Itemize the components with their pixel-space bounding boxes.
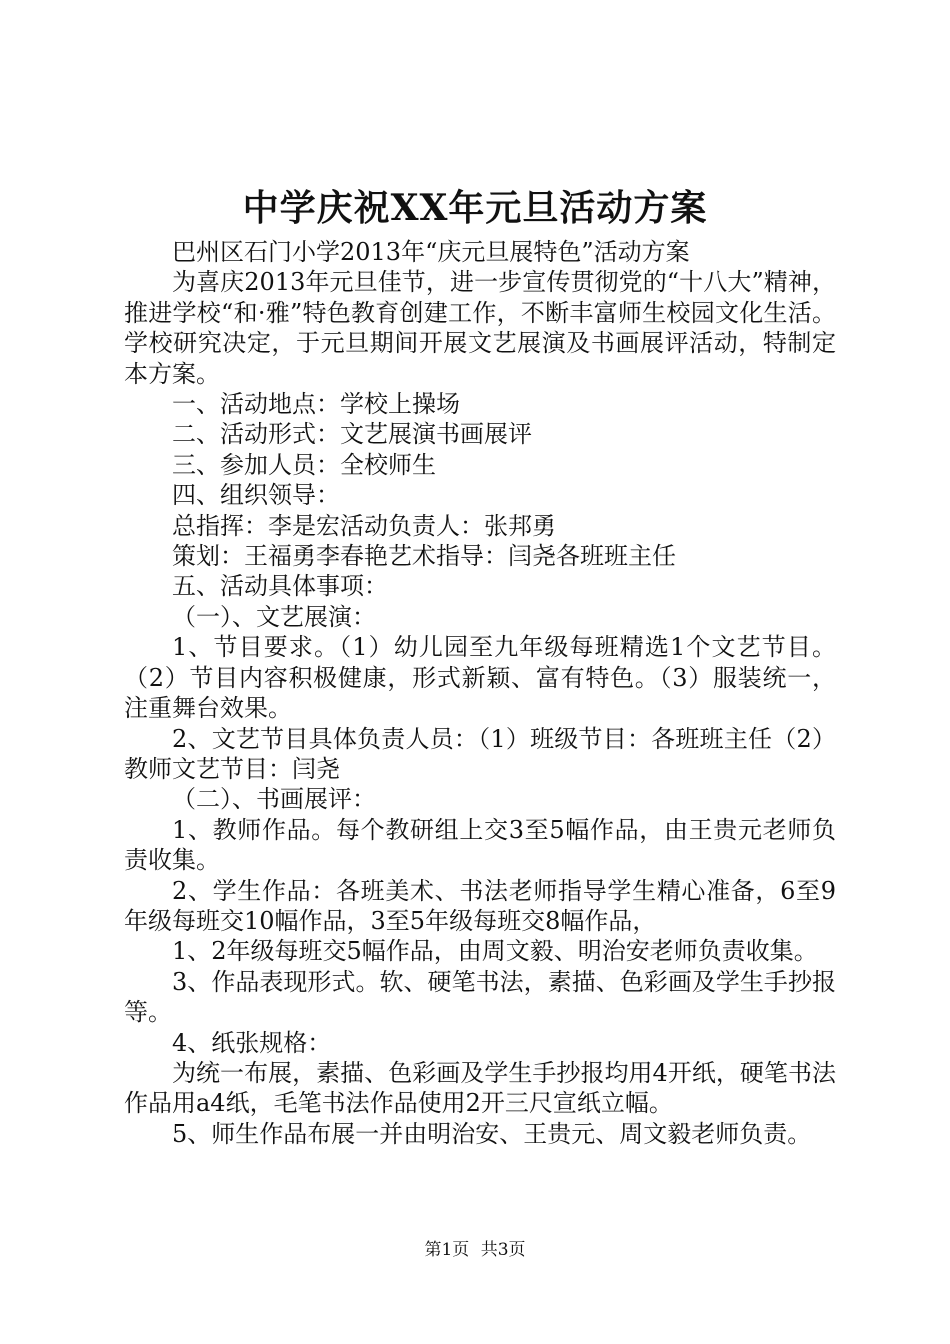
- paragraph-paper-spec: 为统一布展，素描、色彩画及学生手抄报均用4开纸，硬笔书法作品用a4纸，毛笔书法作品使用2开三尺宣纸立幅。: [124, 1058, 836, 1118]
- paragraph-teacher-works: 1、教师作品。每个教研组上交3至5幅作品，由王贵元老师负责收集。: [124, 815, 836, 875]
- paragraph-intro: 为喜庆2013年元旦佳节，进一步宣传贯彻党的“十八大”精神，推进学校“和·雅”特色教育创建工作，不断丰富师生校园文化生活。学校研究决定，于元旦期间开展文艺展演及书画展评活动，特制定本方案。: [124, 268, 836, 388]
- paragraph-program-staff: 2、文艺节目具体负责人员：（1）班级节目：各班班主任（2）教师文艺节目：闫尧: [124, 724, 836, 783]
- paragraph-school-plan-heading: 巴州区石门小学2013年“庆元旦展特色”活动方案: [172, 238, 690, 266]
- paragraph-commander: 总指挥：李是宏活动负责人：张邦勇: [172, 511, 556, 540]
- document-body: [124, 237, 836, 1149]
- paragraph-work-forms: 3、作品表现形式。软、硬笔书法，素描、色彩画及学生手抄报等。: [124, 967, 836, 1027]
- paragraph-format: 二、活动形式：文艺展演书画展评: [172, 420, 532, 449]
- document-title: 中学庆祝XX年元旦活动方案: [242, 187, 708, 229]
- paragraph-exhibition-heading: （二）、书画展评：: [172, 785, 376, 814]
- page-number-current: 第1页: [424, 1240, 470, 1260]
- paragraph-student-works: 2、学生作品：各班美术、书法老师指导学生精心准备，6至9年级每班交10幅作品，3至5年级每班交8幅作品，: [124, 876, 836, 935]
- paragraph-program-requirements: 1、节目要求。（1）幼儿园至九年级每班精选1个文艺节目。（2）节目内容积极健康，形式新颖、富有特色。（3）服装统一，注重舞台效果。: [124, 633, 836, 723]
- paragraph-location: 一、活动地点：学校上操场: [172, 390, 460, 419]
- paragraph-participants: 三、参加人员：全校师生: [172, 450, 436, 479]
- paragraph-planning: 策划：王福勇李春艳艺术指导：闫尧各班班主任: [172, 542, 676, 571]
- paragraph-performance-heading: （一）、文艺展演：: [172, 602, 376, 631]
- paragraph-grade-1-2-works: 1、2年级每班交5幅作品，由周文毅、明治安老师负责收集。: [172, 937, 818, 966]
- paragraph-items-heading: 五、活动具体事项：: [172, 572, 388, 601]
- paragraph-display-staff: 5、师生作品布展一并由明治安、王贵元、周文毅老师负责。: [172, 1119, 812, 1148]
- page-footer: [0, 1238, 950, 1262]
- paragraph-paper-spec-heading: 4、纸张规格：: [172, 1028, 332, 1057]
- paragraph-leadership-heading: 四、组织领导：: [172, 481, 340, 510]
- page-number-total: 共3页: [480, 1240, 526, 1260]
